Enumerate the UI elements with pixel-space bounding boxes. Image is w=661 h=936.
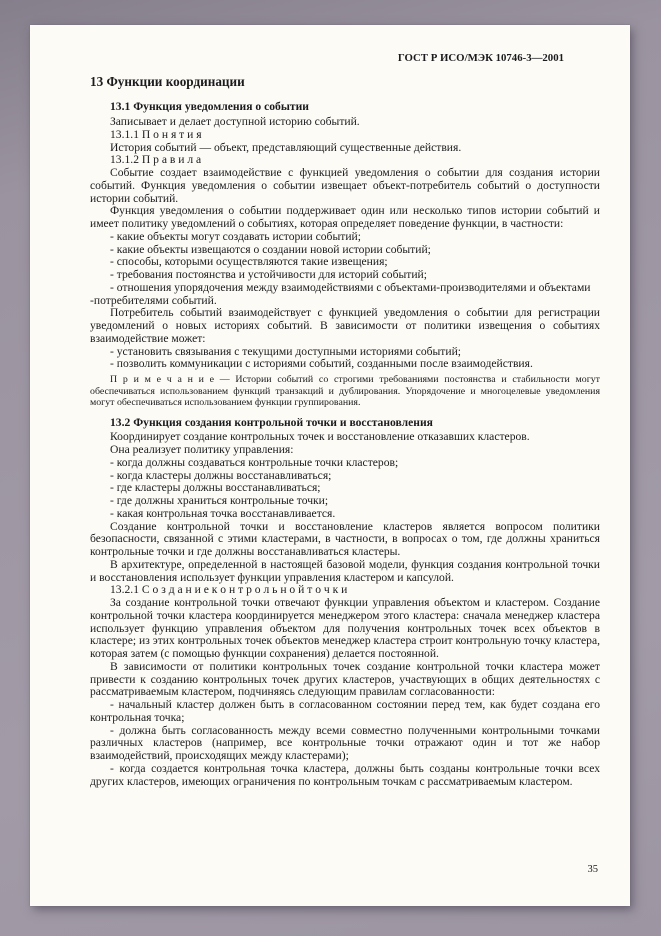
list-item: - когда создается контрольная точка кластера, должны быть созданы контрольные точки всех других кластеров, имеющих ограничения по контрольным точкам с рассматриваемым кластером. <box>90 761 600 788</box>
subsection-heading: 13.1.1 П о н я т и я <box>110 127 202 141</box>
list-item: - когда должны создаваться контрольные точки кластеров; <box>110 455 399 469</box>
list-item: - где должны храниться контрольные точки; <box>110 494 329 508</box>
list-item: - установить связывания с текущими доступными историями событий; <box>110 344 461 358</box>
list-item: - требования постоянства и устойчивости для историй событий; <box>110 268 427 282</box>
list-item: - какая контрольная точка восстанавливается. <box>110 506 336 520</box>
list-item: - позволить коммуникации с историями событий, созданными после взаимодействия. <box>110 357 533 371</box>
list-item: - какие объекты извещаются о создании новой истории событий; <box>110 242 431 256</box>
paragraph: Потребитель событий взаимодействует с функцией уведомления о событии для регистрации уведомлений о новых историях событий. В зависимости от политики извещения о событиях взаимодействие может: <box>90 306 600 345</box>
list-item: - должна быть согласованность между всеми совместно полученными контрольными точками различных кластеров (например, все контрольные точки отражают один и тот же набор взаимодействий, происходящих между кластерами); <box>90 723 600 763</box>
paragraph: В архитектуре, определенной в настоящей базовой модели, функция создания контрольной точки и восстановления использует функции управления кластером и капсулой. <box>90 557 600 584</box>
page-number: 35 <box>587 864 598 876</box>
paragraph: Создание контрольной точки и восстановление кластеров является вопросом политики безопасности, связанной с этими кластерами, в частности, в вопросах о том, где должны храниться контрольные точки и где должны восстанавливаться кластеры. <box>90 519 600 559</box>
subsection-heading: 13.2.1 С о з д а н и е к о н т р о л ь н о й т о ч к и <box>110 583 348 597</box>
list-item: - какие объекты могут создавать истории событий; <box>110 229 361 243</box>
document-body <box>90 75 600 788</box>
list-item: - где кластеры должны восстанавливаться; <box>110 481 321 495</box>
paragraph: Записывает и делает доступной историю событий. <box>110 115 360 129</box>
section-heading: 13.1 Функция уведомления о событии <box>110 100 309 114</box>
paragraph: За создание контрольной точки отвечают функции управления объектом и кластером. Создание контрольной точки кластера координируется менеджером этого кластера: сначала менеджер кластера использует функцию управления объектом для получения контрольных точек всех объектов в кластере; из этих контрольных точек объектов менеджер кластера строит контрольную точку кластера, которая затем (с помощью функции сохранения) делается постоянной. <box>90 596 600 661</box>
paragraph: В зависимости от политики контрольных точек создание контрольной точки кластера может привести к созданию контрольных точек других кластеров, участвующих в общих деятельностях с рассматриваемым кластером, подчиняясь следующим правилам согласованности: <box>90 659 600 699</box>
note-paragraph: П р и м е ч а н и е — Истории событий со строгими требованиями постоянства и стабильности могут обеспечиваться использованием функций транзакций и дублирования. Упорядочение и многоцелевые уведомления могут обеспечиваться использованием функции группирования. <box>90 374 600 409</box>
list-item: - отношения упорядочения между взаимодействиями с объектами-производителями и объектами <box>110 280 591 294</box>
list-item: - начальный кластер должен быть в согласованном состоянии перед тем, как будет создана его контрольная точка; <box>90 698 600 724</box>
list-item: - способы, которыми осуществляются такие извещения; <box>110 255 388 269</box>
running-head: ГОСТ Р ИСО/МЭК 10746-3—2001 <box>397 52 564 64</box>
paragraph: История событий — объект, представляющий существенные действия. <box>110 140 462 154</box>
paragraph-continuation: -потребителями событий. <box>90 293 217 307</box>
subsection-heading: 13.1.2 П р а в и л а <box>110 153 202 167</box>
paragraph: Координирует создание контрольных точек и восстановление отказавших кластеров. <box>110 430 530 444</box>
paragraph: Она реализует политику управления: <box>110 443 294 457</box>
paragraph: Событие создает взаимодействие с функцией уведомления о событии для создания истории событий. Функция уведомления о событии извещает объект-потребитель событий о доступности истории событий. <box>90 166 600 205</box>
paragraph: Функция уведомления о событии поддерживает один или несколько типов истории событий и имеет политику уведомлений о событиях, которая определяет поведение функции, в частности: <box>90 204 600 231</box>
section-heading: 13.2 Функция создания контрольной точки и восстановления <box>110 415 433 429</box>
document-page <box>30 25 630 906</box>
list-item: - когда кластеры должны восстанавливаться; <box>110 468 332 482</box>
chapter-heading: 13 Функции координации <box>90 73 245 89</box>
